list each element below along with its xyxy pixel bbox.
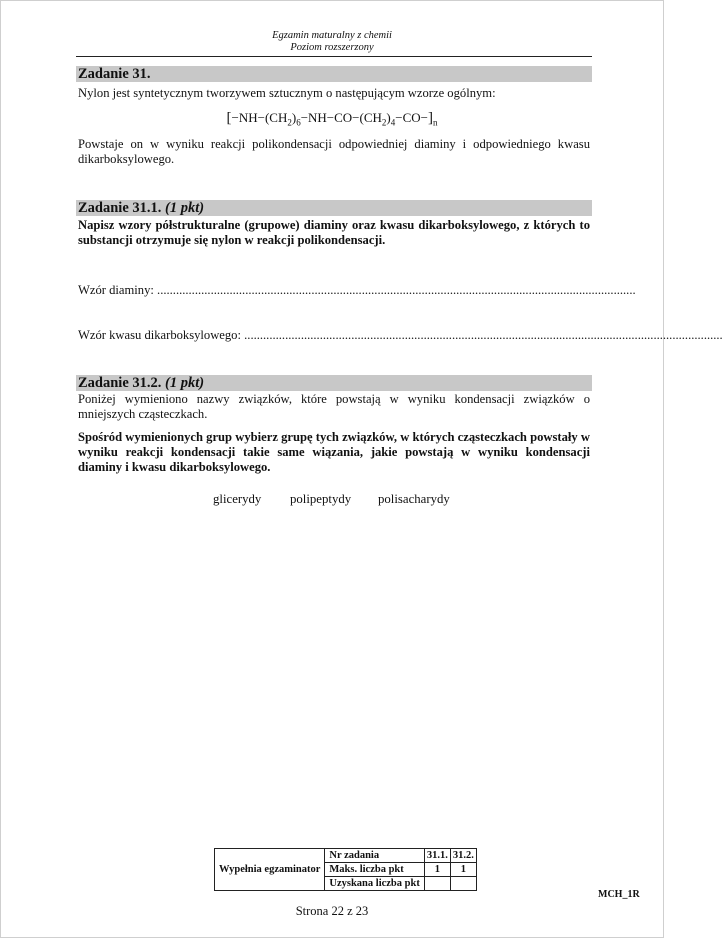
acid-answer-line[interactable] xyxy=(78,328,723,343)
row-max-points-label: Maks. liczba pkt xyxy=(325,863,424,877)
task-number-cell: 31.2. xyxy=(450,849,476,863)
page-number: Strona 22 z 23 xyxy=(295,904,369,918)
diamine-answer-line[interactable] xyxy=(78,283,636,298)
task31-2-title: Zadanie 31.2. xyxy=(78,375,162,391)
header-exam-title: Egzamin maturalny z chemii xyxy=(272,30,392,41)
formula-close-bracket: ] xyxy=(427,110,433,126)
diamine-label: Wzór diaminy: xyxy=(78,283,154,297)
max-points-cell: 1 xyxy=(450,863,476,877)
row-obtained-points-label: Uzyskana liczba pkt xyxy=(325,877,424,891)
header-divider xyxy=(76,56,592,57)
header-level: Poziom rozszerzony xyxy=(290,42,374,53)
task31-1-points: (1 pkt) xyxy=(165,200,205,216)
task31-intro: Nylon jest syntetycznym tworzywem sztucznym o następującym wzorze ogólnym: xyxy=(78,86,496,100)
option-polipeptydy[interactable]: polipeptydy xyxy=(290,492,352,506)
max-points-cell: 1 xyxy=(424,863,450,877)
diamine-dots: ........................................................................................................................................................ xyxy=(157,283,636,297)
task-number-cell: 31.1. xyxy=(424,849,450,863)
acid-label: Wzór kwasu dikarboksylowego: xyxy=(78,328,241,342)
task31-text: Powstaje on w wyniku reakcji polikondensacji odpowiedniej diaminy i odpowiedniego kwasu dikarboksylowego. xyxy=(78,137,590,166)
obtained-points-cell[interactable] xyxy=(450,877,476,891)
nylon-formula: $[-NH-(CH_2)_6-NH-CO-(CH_2)_4-CO-]_n$ xyxy=(226,110,438,128)
task31-2-title-bar xyxy=(76,375,592,391)
fill-label: Wypełnia egzaminator xyxy=(215,849,325,891)
task31-1-title-bar xyxy=(76,200,592,216)
task31-title: Zadanie 31. xyxy=(78,66,151,82)
obtained-points-cell[interactable] xyxy=(424,877,450,891)
option-glicerydy[interactable]: glicerydy xyxy=(213,492,262,506)
task31-1-instruction: Napisz wzory półstrukturalne (grupowe) diaminy oraz kwasu dikarboksylowego, z których to substancji otrzymuje się nylon w reakcji polikondensacji. xyxy=(78,218,590,247)
task31-2-points: (1 pkt) xyxy=(165,375,205,391)
row-task-number-label: Nr zadania xyxy=(325,849,424,863)
acid-dots: ........................................................................................................................................................ xyxy=(244,328,723,342)
task31-2-text: Poniżej wymieniono nazwy związków, które powstają w wyniku kondensacji związków o mniejszych cząsteczkach. xyxy=(78,392,590,421)
task31-1-title: Zadanie 31.1. xyxy=(78,200,162,216)
page-header xyxy=(0,30,664,54)
task31-2-instruction: Spośród wymienionych grup wybierz grupę tych związków, w których cząsteczkach powstały w wyniku reakcji kondensacji takie same wiązania, jakie powstają w wyniku kondensacji diaminy i kwasu dikarboksylowego. xyxy=(78,430,590,474)
exam-code: MCH_1R xyxy=(598,889,640,900)
formula-open-bracket: [ xyxy=(226,110,232,126)
formula-n: n xyxy=(432,117,438,128)
option-polisacharydy[interactable]: polisacharydy xyxy=(378,492,450,506)
score-table xyxy=(214,848,477,891)
task31-title-bar xyxy=(76,66,592,82)
